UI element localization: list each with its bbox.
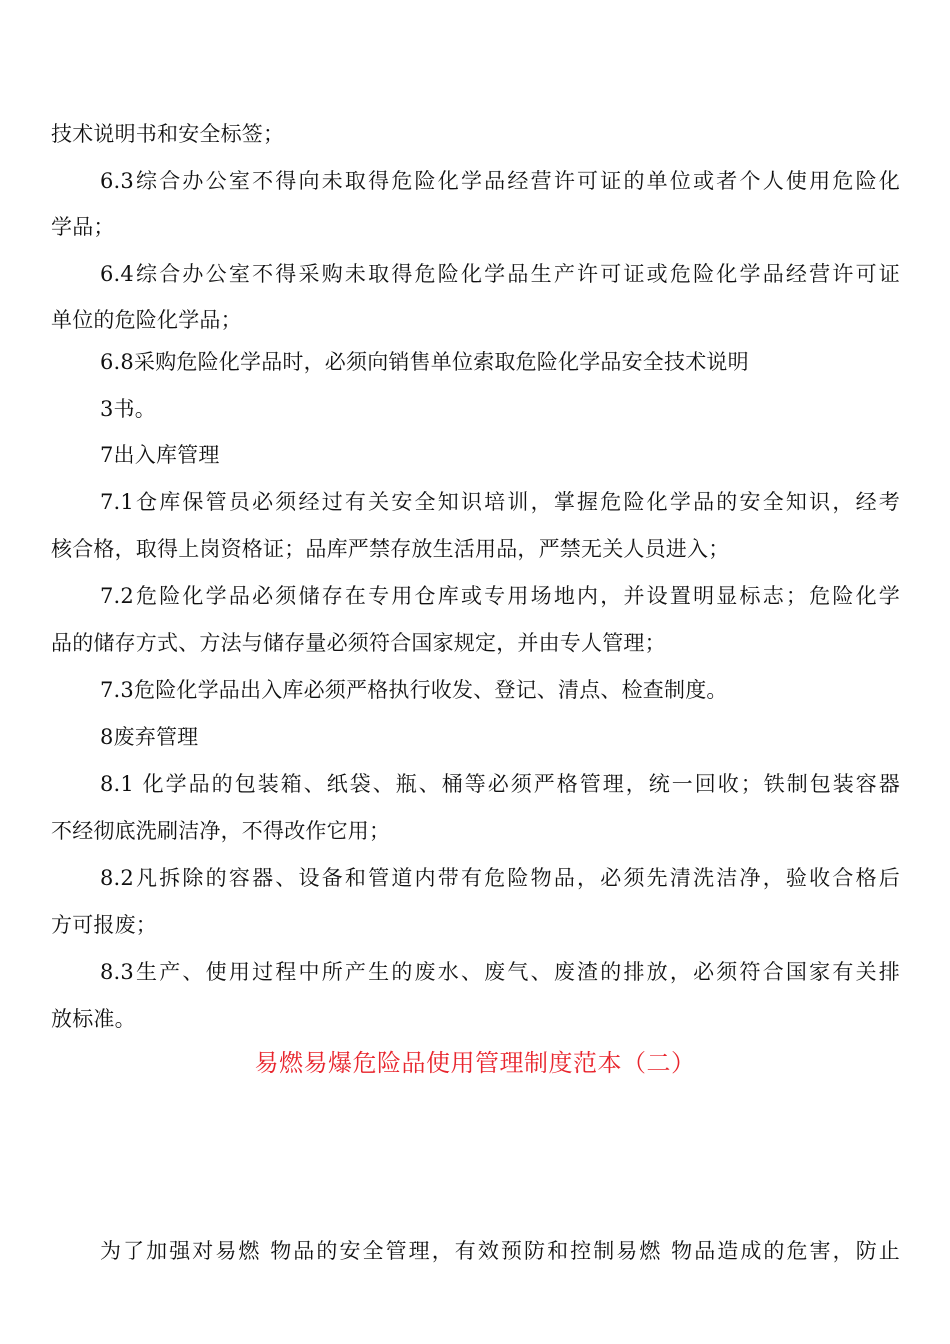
section-heading-7: 7出入库管理	[100, 443, 220, 467]
text-line-1: 技术说明书和安全标签；	[51, 122, 285, 146]
text-line-9: 7.1仓库保管员必须经过有关安全知识培训，掌握危险化学品的安全知识，经考	[100, 490, 900, 514]
section-title: 易燃易爆危险品使用管理制度范本（二）	[254, 1049, 696, 1077]
text-line-6: 6.8采购危险化学品时，必须向销售单位索取危险化学品安全技术说明	[100, 350, 749, 374]
text-line-18: 方可报废；	[51, 913, 157, 937]
text-line-2: 6.3综合办公室不得向未取得危险化学品经营许可证的单位或者个人使用危险化	[100, 169, 900, 193]
text-line-16: 不经彻底洗刷洁净，不得改作它用；	[51, 819, 391, 843]
text-line-7: 3书。	[100, 397, 156, 421]
text-line-20: 放标准。	[51, 1007, 136, 1031]
text-line-15: 8.1 化学品的包装箱、纸袋、瓶、桶等必须严格管理，统一回收；铁制包装容器	[100, 772, 900, 796]
section-heading-8: 8废弃管理	[100, 725, 199, 749]
text-line-17: 8.2凡拆除的容器、设备和管道内带有危险物品，必须先清洗洁净，验收合格后	[100, 866, 900, 890]
text-line-12: 品的储存方式、方法与储存量必须符合国家规定，并由专人管理；	[51, 631, 666, 655]
text-line-10: 核合格，取得上岗资格证；品库严禁存放生活用品，严禁无关人员进入；	[51, 537, 730, 561]
text-line-3: 学品；	[51, 215, 115, 239]
text-line-19: 8.3生产、使用过程中所产生的废水、废气、废渣的排放，必须符合国家有关排	[100, 960, 900, 984]
text-line-11: 7.2危险化学品必须储存在专用仓库或专用场地内，并设置明显标志；危险化学	[100, 584, 900, 608]
text-line-13: 7.3危险化学品出入库必须严格执行收发、登记、清点、检查制度。	[100, 678, 728, 702]
text-line-5: 单位的危险化学品；	[51, 308, 242, 332]
intro-line: 为了加强对易燃 物品的安全管理，有效预防和控制易燃 物品造成的危害，防止	[100, 1239, 900, 1263]
text-line-4: 6.4综合办公室不得采购未取得危险化学品生产许可证或危险化学品经营许可证	[100, 262, 900, 286]
